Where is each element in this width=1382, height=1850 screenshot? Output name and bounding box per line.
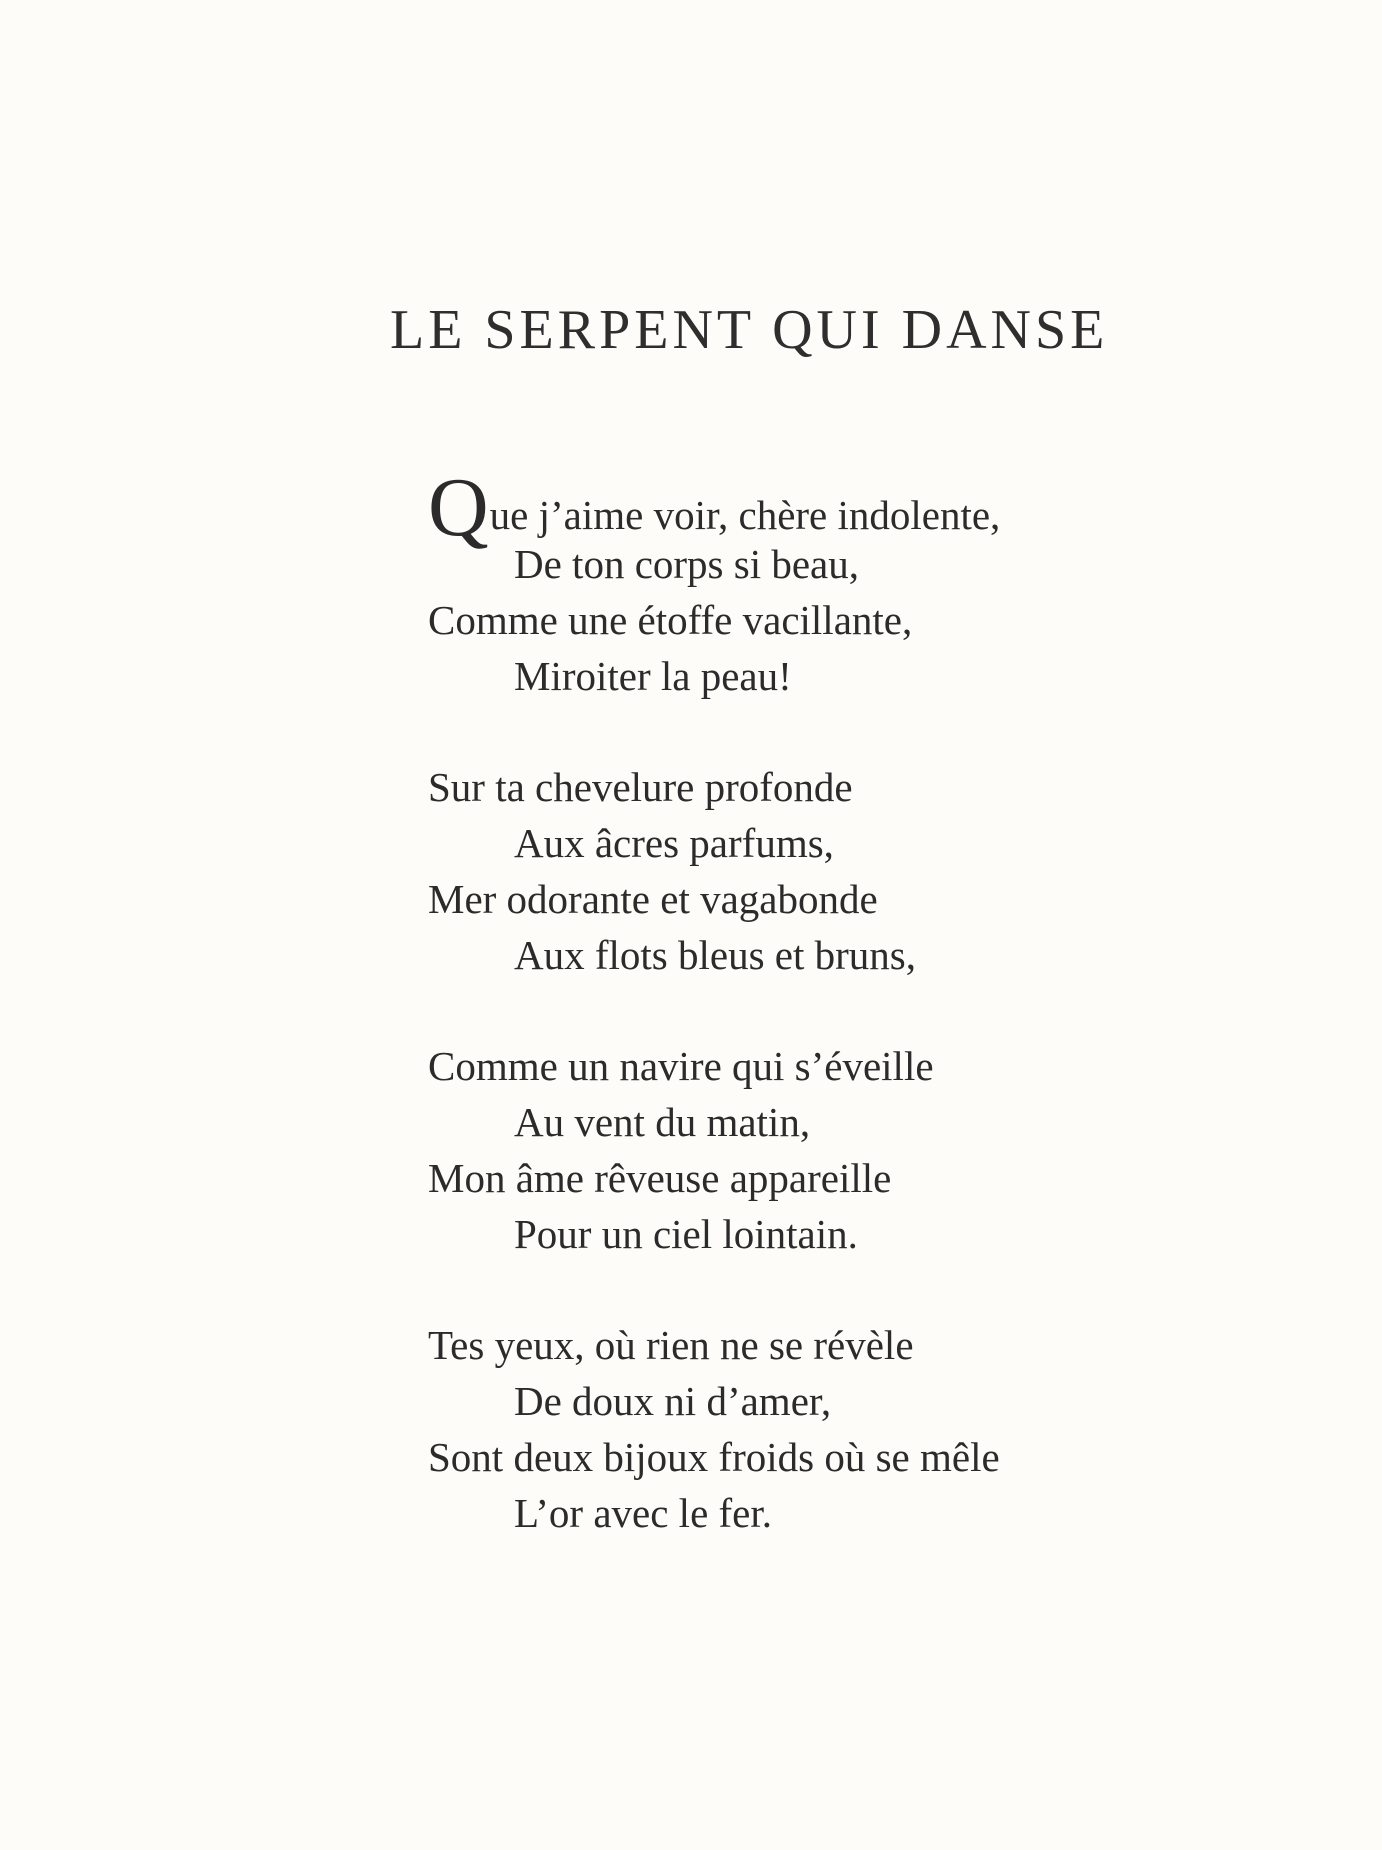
poem-line: Miroiter la peau! <box>514 653 792 699</box>
poem-line: Aux âcres parfums, <box>514 820 834 866</box>
poem-line: De ton corps si beau, <box>514 541 859 587</box>
poem-line <box>428 461 1228 554</box>
stanza-4 <box>428 1317 1228 1541</box>
poem-line: Sur ta chevelure profonde <box>428 764 853 810</box>
poem-line: Mer odorante et vagabonde <box>428 876 878 922</box>
poem-line: Pour un ciel lointain. <box>514 1211 858 1257</box>
poem-line: De doux ni d’amer, <box>514 1378 832 1424</box>
poem-line: Mon âme rêveuse appareille <box>428 1155 892 1201</box>
poem-line: Comme un navire qui s’éveille <box>428 1043 934 1089</box>
poem-line: Aux flots bleus et bruns, <box>514 932 916 978</box>
poem-line: Sont deux bijoux froids où se mêle <box>428 1434 1000 1480</box>
poem-body <box>428 461 1228 1596</box>
poem-title: LE SERPENT QUI DANSE <box>390 299 1109 361</box>
stanza-1 <box>428 461 1228 704</box>
poem-line: L’or avec le fer. <box>514 1490 773 1536</box>
poem-line-text: ue j’aime voir, chère indolente, <box>489 492 1001 538</box>
poem-line: Au vent du matin, <box>514 1099 811 1145</box>
drop-cap: Q <box>428 461 489 554</box>
stanza-3 <box>428 1038 1228 1262</box>
poem-line: Comme une étoffe vacillante, <box>428 597 913 643</box>
poem-line: Tes yeux, où rien ne se révèle <box>428 1322 914 1368</box>
stanza-2 <box>428 759 1228 983</box>
